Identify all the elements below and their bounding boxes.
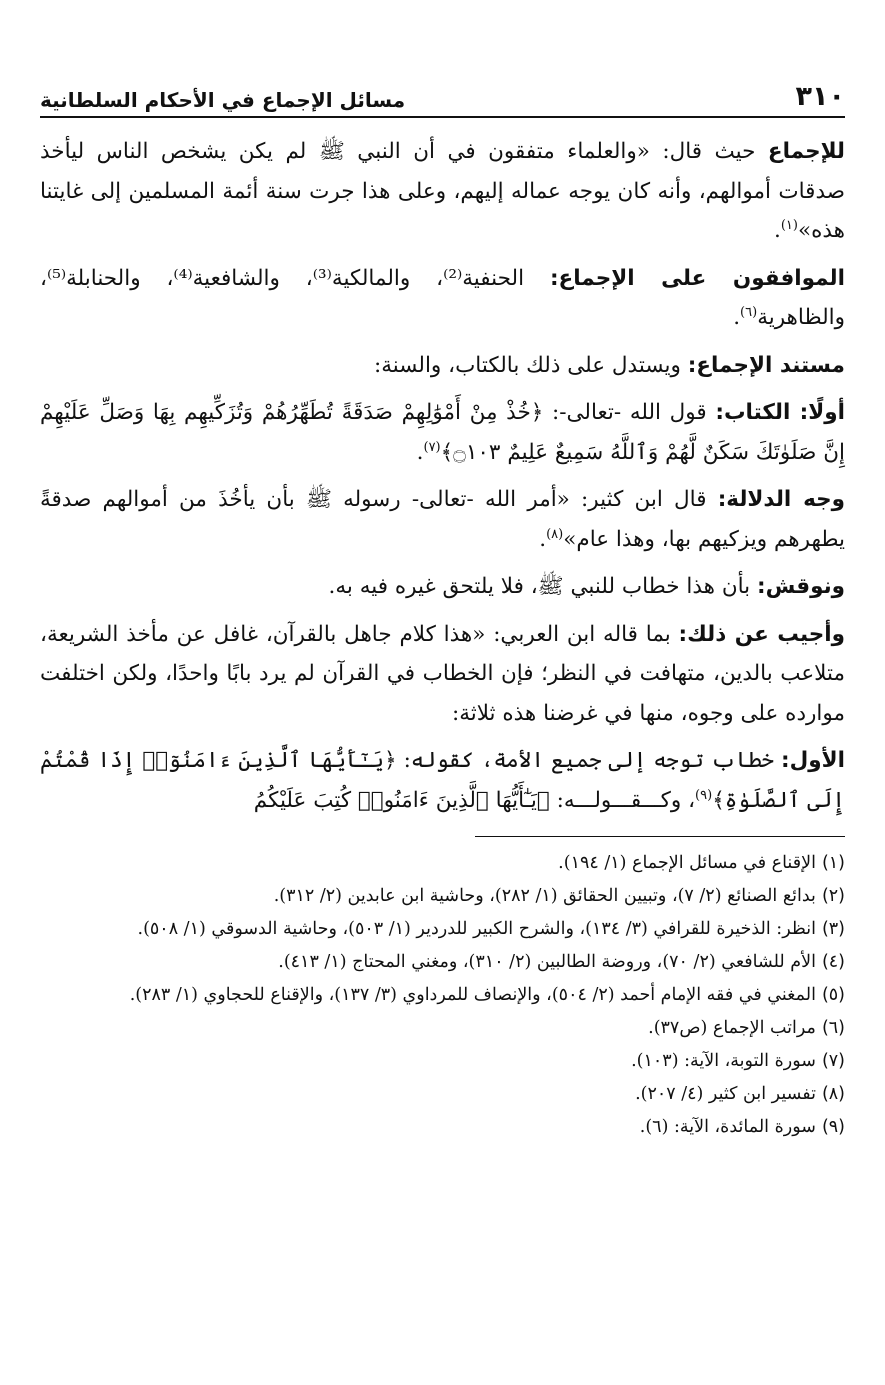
running-title: مسائل الإجماع في الأحكام السلطانية [40, 88, 406, 112]
footnote-text: الإقناع في مسائل الإجماع (١/ ١٩٤). [558, 853, 816, 873]
footnote [40, 913, 845, 946]
paragraph-agreeing-schools [40, 259, 845, 338]
paragraph-tail: . [733, 305, 741, 330]
footnote [40, 880, 845, 913]
footnote-number: (٨) [821, 1084, 845, 1104]
footnote-number: (٦) [821, 1018, 845, 1038]
paragraph-text: حيث قال: «والعلماء متفقون في أن النبي ﷺ لم يكن يشخص الناس ليأخذ صدقات أموالهم، وأنه كان يوجه عماله إليهم، وعلى هذا جرت سنة أئمة المسلمين إلى غايتنا هذه» [40, 139, 845, 243]
footnotes [40, 847, 845, 1144]
footnote-ref: (١) [780, 217, 798, 233]
footnote-ref: (٧) [423, 439, 441, 455]
footnote [40, 1111, 845, 1144]
footnote-text: سورة التوبة، الآية: (١٠٣). [631, 1051, 816, 1071]
main-text [40, 132, 845, 820]
footnote-text: بدائع الصنائع (٢/ ٧)، وتبيين الحقائق (١/ ٢٨٢)، وحاشية ابن عابدين (٢/ ٣١٢). [273, 886, 816, 906]
footnote-number: (٧) [821, 1051, 845, 1071]
footnote [40, 1045, 845, 1078]
footnote [40, 979, 845, 1012]
footnote-number: (٣) [821, 919, 845, 939]
paragraph-lead: وجه الدلالة: [717, 487, 846, 512]
paragraph-tail: ، وكـــقـــولـــه: ﴿يَـٰٓأَيُّهَا ٱلَّذِينَ ءَامَنُوا۟ كُتِبَ عَلَيْكُمُ [253, 787, 696, 813]
paragraph-lead: وأجيب عن ذلك: [678, 621, 845, 647]
paragraph-lead: ونوقش: [757, 574, 845, 599]
footnote [40, 1078, 845, 1111]
footnote-number: (٢) [821, 886, 845, 906]
paragraph-lead: الأول: [781, 748, 845, 773]
paragraph-ijma-intro [40, 132, 845, 251]
paragraph-text: الحنفية⁽²⁾، والمالكية⁽³⁾، والشافعية⁽⁴⁾، والحنابلة⁽⁵⁾، والظاهرية [40, 265, 845, 330]
paragraph-tail: . [773, 218, 781, 243]
paragraph-text: بما قاله ابن العربي: «هذا كلام جاهل بالقرآن، غافل عن مأخذ الشريعة، متلاعب بالدين، متهافت في النظر؛ فإن الخطاب في القرآن لم يرد بابًا واحدًا، ولكن اختلفت موارده على وجوه، منها في غرضنا هذه ثلاثة: [40, 621, 845, 726]
paragraph-lead: مستند الإجماع: [687, 352, 845, 378]
running-header [40, 72, 845, 118]
footnote [40, 847, 845, 880]
footnote-number: (٥) [821, 985, 845, 1005]
paragraph-basis [40, 346, 845, 386]
paragraph-text: ويستدل على ذلك بالكتاب، والسنة: [373, 352, 688, 378]
footnote [40, 1012, 845, 1045]
paragraph-tail: . [539, 526, 547, 552]
footnote [40, 946, 845, 979]
paragraph-text: بأن هذا خطاب للنبي ﷺ، فلا يلتحق غيره فيه به. [328, 574, 758, 599]
paragraph-response [40, 615, 845, 734]
footnote-number: (٤) [821, 952, 845, 972]
paragraph-lead: الموافقون على الإجماع: [549, 265, 845, 291]
footnote-text: مراتب الإجماع (ص٣٧). [648, 1018, 816, 1038]
paragraph-lead: للإجماع [767, 139, 845, 164]
footnote-separator [475, 836, 845, 837]
footnote-text: الأم للشافعي (٢/ ٧٠)، وروضة الطالبين (٢/ ٣١٠)، ومغني المحتاج (١/ ٤١٣). [278, 952, 816, 972]
footnote-number: (١) [821, 853, 845, 873]
paragraph-objection [40, 567, 845, 607]
footnote-number: (٩) [821, 1117, 845, 1137]
footnote-ref: (٦) [740, 304, 758, 320]
paragraph-text: خطاب توجه إلى جميع الأمة، كقوله: ﴿يَـٰٓأَيُّهَا ٱلَّذِينَ ءَامَنُوٓا۟ إِذَا قُمْتُمْ إِلَى ٱلصَّلَوٰةِ﴾ [40, 748, 845, 813]
footnote-text: انظر: الذخيرة للقرافي (٣/ ١٣٤)، والشرح الكبير للدردير (١/ ٥٠٣)، وحاشية الدسوقي (١/ ٥٠٨). [137, 919, 816, 939]
footnote-text: سورة المائدة، الآية: (٦). [639, 1117, 816, 1137]
footnote-ref: (٩) [695, 787, 713, 803]
paragraph-text: قال ابن كثير: «أمر الله -تعالى- رسوله ﷺ بأن يأخُذَ من أموالهم صدقةً يطهرهم ويزكيهم بها، وهذا عام» [40, 487, 845, 552]
page-number: ٣١٠ [795, 81, 845, 112]
paragraph-indication [40, 480, 845, 559]
paragraph-lead: أولًا: الكتاب: [715, 400, 846, 425]
footnote-ref: (٨) [546, 526, 564, 542]
paragraph-quran-evidence [40, 393, 845, 472]
footnote-text: تفسير ابن كثير (٤/ ٢٠٧). [635, 1084, 816, 1104]
book-page [40, 72, 845, 1144]
footnote-text: المغني في فقه الإمام أحمد (٢/ ٥٠٤)، والإنصاف للمرداوي (٣/ ١٣٧)، والإقناع للحجاوي (١/ ٢٨٣). [129, 985, 816, 1005]
paragraph-text: قول الله -تعالى-: ﴿خُذْ مِنْ أَمْوَٰلِهِمْ صَدَقَةً تُطَهِّرُهُمْ وَتُزَكِّيهِم بِهَا وَصَلِّ عَلَيْهِمْ إِنَّ صَلَوٰتَكَ سَكَنٌ لَّهُمْ وَٱللَّهُ سَمِيعٌ عَلِيمٌ ۝١٠٣﴾ [40, 400, 845, 465]
paragraph-tail: . [416, 439, 424, 465]
paragraph-first-type [40, 741, 845, 820]
